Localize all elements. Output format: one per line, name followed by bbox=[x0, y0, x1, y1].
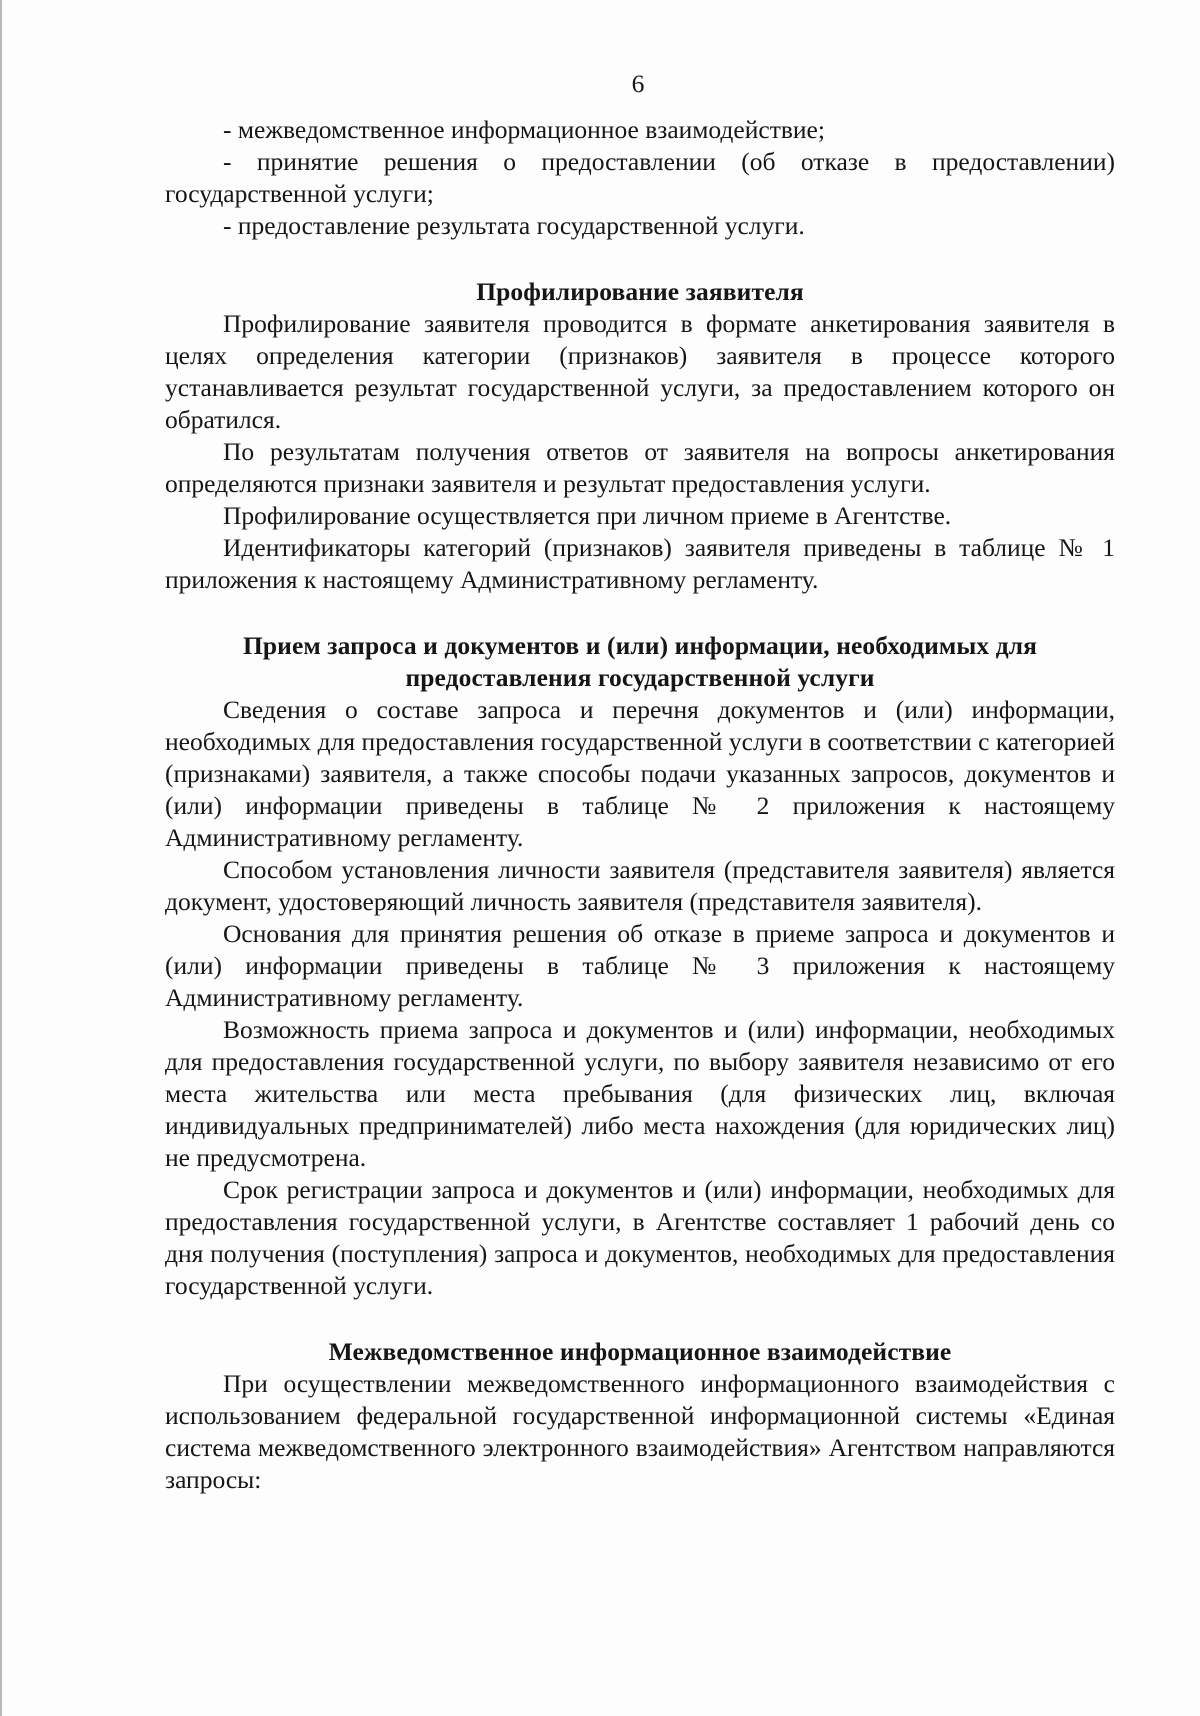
list-item: - предоставление результата государственной услуги. bbox=[223, 211, 805, 240]
paragraph: При осуществлении межведомственного информационного взаимодействия с использованием федеральной государственной информационной системы «Единая система межведомственного электронного взаимодействия» Агентством направляются запросы: bbox=[165, 1369, 1115, 1494]
list-item: - межведомственное информационное взаимодействие; bbox=[223, 115, 825, 144]
paragraph: Профилирование осуществляется при личном приеме в Агентстве. bbox=[223, 501, 952, 530]
section-heading-request-line2: предоставления государственной услуги bbox=[405, 663, 875, 692]
paragraph: Срок регистрации запроса и документов и (или) информации, необходимых для предоставления государственной услуги, в Агентстве составляет 1 рабочий день со дня получения (поступления) запроса и документов, необходимых для предоставления государственной услуги. bbox=[165, 1175, 1115, 1300]
page-content bbox=[165, 114, 1115, 1496]
paragraph: Способом установления личности заявителя (представителя заявителя) является документ, удостоверяющий личность заявителя (представителя заявителя). bbox=[165, 855, 1115, 916]
section-heading-request-line1: Прием запроса и документов и (или) информации, необходимых для bbox=[242, 631, 1038, 660]
paragraph: Идентификаторы категорий (признаков) заявителя приведены в таблице № 1 приложения к настоящему Административному регламенту. bbox=[165, 533, 1115, 594]
paragraph: Основания для принятия решения об отказе в приеме запроса и документов и (или) информации приведены в таблице № 3 приложения к настоящему Административному регламенту. bbox=[165, 919, 1115, 1012]
page-number: 6 bbox=[631, 69, 645, 98]
section-heading-profiling: Профилирование заявителя bbox=[476, 277, 804, 306]
paragraph: По результатам получения ответов от заявителя на вопросы анкетирования определяются признаки заявителя и результат предоставления услуги. bbox=[165, 437, 1115, 498]
paragraph: Сведения о составе запроса и перечня документов и (или) информации, необходимых для предоставления государственной услуги в соответствии с категорией (признаками) заявителя, а также способы подачи указанных запросов, документов и (или) информации приведены в таблице № 2 приложения к настоящему Административному регламенту. bbox=[165, 695, 1115, 852]
scan-left-edge bbox=[0, 0, 2, 1716]
paragraph: Возможность приема запроса и документов и (или) информации, необходимых для предоставления государственной услуги, по выбору заявителя независимо от его места жительства или места пребывания (для физических лиц, включая индивидуальных предпринимателей) либо места нахождения (для юридических лиц) не предусмотрена. bbox=[165, 1015, 1115, 1172]
list-item: - принятие решения о предоставлении (об отказе в предоставлении) государственной услуги; bbox=[165, 147, 1115, 208]
section-heading-interagency: Межведомственное информационное взаимодействие bbox=[328, 1337, 952, 1366]
paragraph: Профилирование заявителя проводится в формате анкетирования заявителя в целях определения категории (признаков) заявителя в процессе которого устанавливается результат государственной услуги, за предоставлением которого он обратился. bbox=[165, 309, 1115, 434]
